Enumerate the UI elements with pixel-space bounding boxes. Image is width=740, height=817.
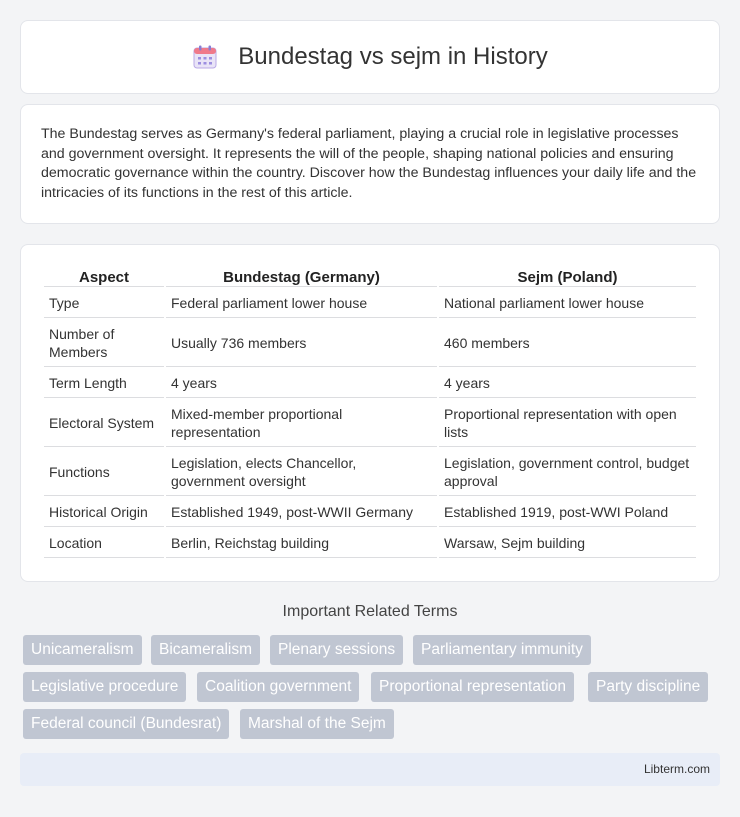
table-header-bundestag: Bundestag (Germany) xyxy=(166,267,437,287)
tag-party-discipline[interactable]: Party discipline xyxy=(588,672,708,702)
intro-card xyxy=(20,104,720,224)
tag-federal-council[interactable]: Federal council (Bundesrat) xyxy=(23,709,229,739)
table-cell: 4 years xyxy=(166,369,437,398)
table-row xyxy=(44,498,696,527)
intro-text: The Bundestag serves as Germany's federal parliament, playing a crucial role in legislative processes and government oversight. It represents the will of the people, shaping national policies and ensuring democratic governance within the country. Discover how the Bundestag influences your daily life and the intricacies of its functions in the rest of this article. xyxy=(41,126,697,201)
table-cell: Electoral System xyxy=(44,400,164,447)
table-cell: Established 1919, post-WWI Poland xyxy=(439,498,696,527)
table-header-aspect: Aspect xyxy=(44,267,164,287)
table-cell: Warsaw, Sejm building xyxy=(439,529,696,558)
footer-site-link[interactable]: Libterm.com xyxy=(643,762,710,776)
footer xyxy=(20,753,720,786)
tag-proportional-representation[interactable]: Proportional representation xyxy=(371,672,574,702)
table-header-sejm: Sejm (Poland) xyxy=(439,267,696,287)
tag-parliamentary-immunity[interactable]: Parliamentary immunity xyxy=(413,635,591,665)
comparison-table xyxy=(42,265,698,560)
tag-unicameralism[interactable]: Unicameralism xyxy=(23,635,142,665)
table-cell: Federal parliament lower house xyxy=(166,289,437,318)
comparison-table-card xyxy=(20,244,720,582)
table-cell: Type xyxy=(44,289,164,318)
tag-plenary-sessions[interactable]: Plenary sessions xyxy=(270,635,403,665)
tag-coalition-government[interactable]: Coalition government xyxy=(197,672,359,702)
table-cell: Historical Origin xyxy=(44,498,164,527)
table-row xyxy=(44,369,696,398)
table-cell: Term Length xyxy=(44,369,164,398)
table-row xyxy=(44,449,696,496)
table-cell: Location xyxy=(44,529,164,558)
table-cell: Berlin, Reichstag building xyxy=(166,529,437,558)
table-row xyxy=(44,529,696,558)
table-cell: Established 1949, post-WWII Germany xyxy=(166,498,437,527)
table-cell: Proportional representation with open lists xyxy=(439,400,696,447)
tag-marshal-of-the-sejm[interactable]: Marshal of the Sejm xyxy=(240,709,394,739)
calendar-icon xyxy=(192,44,218,70)
table-cell: 460 members xyxy=(439,320,696,367)
table-cell: Number of Members xyxy=(44,320,164,367)
tag-bicameralism[interactable]: Bicameralism xyxy=(151,635,260,665)
related-terms-title: Important Related Terms xyxy=(282,603,458,620)
table-cell: Mixed-member proportional representation xyxy=(166,400,437,447)
table-row xyxy=(44,289,696,318)
table-cell: Usually 736 members xyxy=(166,320,437,367)
page-title: Bundestag vs sejm in History xyxy=(238,43,548,70)
table-row xyxy=(44,320,696,367)
table-cell: Functions xyxy=(44,449,164,496)
title-card xyxy=(20,20,720,94)
table-cell: Legislation, government control, budget approval xyxy=(439,449,696,496)
tag-legislative-procedure[interactable]: Legislative procedure xyxy=(23,672,186,702)
table-cell: Legislation, elects Chancellor, government oversight xyxy=(166,449,437,496)
table-cell: 4 years xyxy=(439,369,696,398)
table-row xyxy=(44,400,696,447)
table-cell: National parliament lower house xyxy=(439,289,696,318)
